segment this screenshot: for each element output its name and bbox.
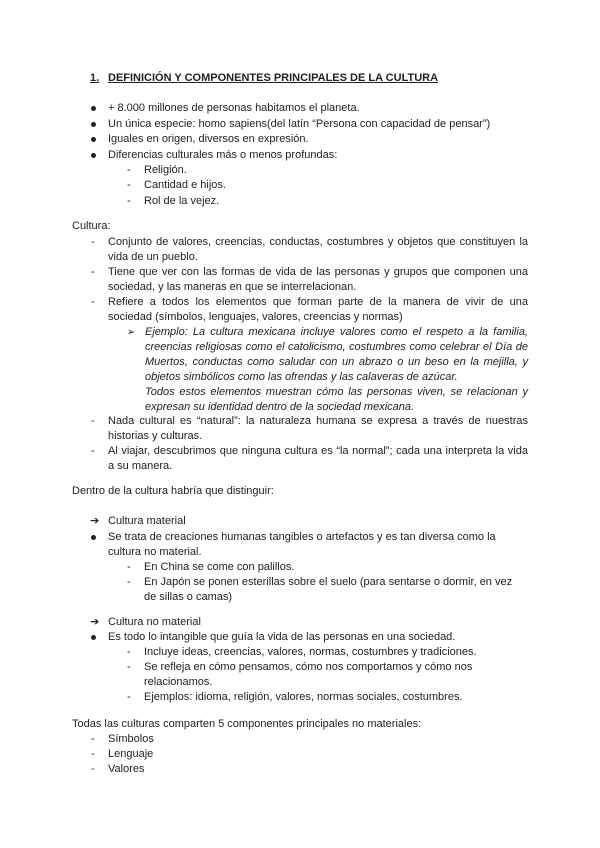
cultura-item-line: Refiere a todos los elementos que forman parte de la manera de vivir de una <box>108 296 528 308</box>
distinguish-intro: Dentro de la cultura habría que distinguir: <box>72 485 274 497</box>
no-material-item: Ejemplos: idioma, religión, valores, normas sociales, costumbres. <box>144 691 463 703</box>
material-desc-line: Se trata de creaciones humanas tangibles o artefactos y es tan diversa como la <box>108 531 496 543</box>
material-example: En Japón se ponen esterillas sobre el suelo (para sentarse o dormir, en vez <box>144 576 513 588</box>
cultura-item-line: Conjunto de valores, creencias, conductas, costumbres y objetos que constituyen la <box>108 236 528 248</box>
no-material-label: Cultura no material <box>108 616 201 628</box>
material-desc-line: cultura no material. <box>108 546 202 558</box>
cultura-item-line: Al viajar, descubrimos que ninguna cultura es “la normal”; cada una interpreta la vida <box>108 445 528 457</box>
example-line: Ejemplo: La cultura mexicana incluye valores como el respeto a la familia, <box>145 326 528 338</box>
example-line: Todos estos elementos muestran cómo las personas viven, se relacionan y <box>145 386 528 398</box>
dash-icon: - <box>127 646 131 658</box>
intro-bullet: Diferencias culturales más o menos profundas: <box>108 149 338 161</box>
dash-icon: - <box>127 164 131 176</box>
dash-icon: - <box>127 576 131 588</box>
component-item: Lenguaje <box>108 748 154 760</box>
section-title: DEFINICIÓN Y COMPONENTES PRINCIPALES DE LA CULTURA <box>108 72 439 84</box>
heading-number: 1. <box>90 72 100 84</box>
material-label: Cultura material <box>108 515 186 527</box>
dash-icon: - <box>91 748 95 760</box>
dash-icon: - <box>91 266 95 278</box>
component-item: Símbolos <box>108 733 154 745</box>
no-material-item: Se refleja en cómo pensamos, cómo nos comportamos y cómo nos <box>144 661 473 673</box>
dash-icon: - <box>127 179 131 191</box>
bullet-icon <box>91 153 96 158</box>
cultura-item-line: a su manera. <box>108 460 173 472</box>
components-intro: Todas las culturas comparten 5 componentes principales no materiales: <box>72 718 422 730</box>
example-line: expresan su identidad dentro de la sociedad mexicana. <box>145 401 415 413</box>
difference-item: Religión. <box>144 164 187 176</box>
intro-bullet: Iguales en origen, diversos en expresión. <box>108 133 309 145</box>
dash-icon: - <box>91 296 95 308</box>
example-line: Muertos, conductas como saludar con un abrazo o un beso en la mejilla, y <box>145 356 528 368</box>
arrowhead-icon: ➢ <box>127 327 136 338</box>
cultura-item-line: vida de un pueblo. <box>108 251 198 263</box>
bullet-icon <box>91 535 96 540</box>
example-line: creencias religiosas como el catolicismo, costumbres como celebrar el Día de <box>145 341 528 353</box>
no-material-item: Incluye ideas, creencias, valores, normas, costumbres y tradiciones. <box>144 646 477 658</box>
dash-icon: - <box>91 236 95 248</box>
difference-item: Rol de la vejez. <box>144 195 220 207</box>
bullet-icon <box>91 635 96 640</box>
dash-icon: - <box>91 445 95 457</box>
arrow-right-icon: ➔ <box>90 515 100 527</box>
cultura-item-line: Tiene que ver con las formas de vida de las personas y grupos que componen una <box>108 266 528 278</box>
material-example: de sillas o camas) <box>144 591 233 603</box>
no-material-desc: Es todo lo intangible que guía la vida de las personas en una sociedad. <box>108 631 456 643</box>
dash-icon: - <box>127 691 131 703</box>
material-example: En China se come con palillos. <box>144 561 295 573</box>
cultura-label: Cultura: <box>72 220 111 232</box>
dash-icon: - <box>127 561 131 573</box>
dash-icon: - <box>91 415 95 427</box>
intro-bullet: Un única especie: homo sapiens(del latín “Persona con capacidad de pensar”) <box>108 118 491 130</box>
dash-icon: - <box>91 763 95 775</box>
difference-item: Cantidad e hijos. <box>144 179 226 191</box>
intro-bullet: + 8.000 millones de personas habitamos el planeta. <box>108 102 360 114</box>
dash-icon: - <box>91 733 95 745</box>
no-material-item: relacionamos. <box>144 676 213 688</box>
component-item: Valores <box>108 763 145 775</box>
bullet-icon <box>91 137 96 142</box>
cultura-item-line: sociedad (símbolos, lenguajes, valores, creencias y normas) <box>108 311 403 323</box>
dash-icon: - <box>127 661 131 673</box>
cultura-item-line: Nada cultural es “natural”: la naturaleza humana se expresa a través de nuestras <box>108 415 528 427</box>
cultura-item-line: historias y culturas. <box>108 430 203 442</box>
example-line: objetos simbólicos como las ofrendas y las calaveras de azúcar. <box>145 371 458 383</box>
cultura-item-line: sociedad, y las maneras en que se interrelacionan. <box>108 281 357 293</box>
arrow-right-icon: ➔ <box>90 616 100 628</box>
bullet-icon <box>91 106 96 111</box>
dash-icon: - <box>127 195 131 207</box>
bullet-icon <box>91 122 96 127</box>
